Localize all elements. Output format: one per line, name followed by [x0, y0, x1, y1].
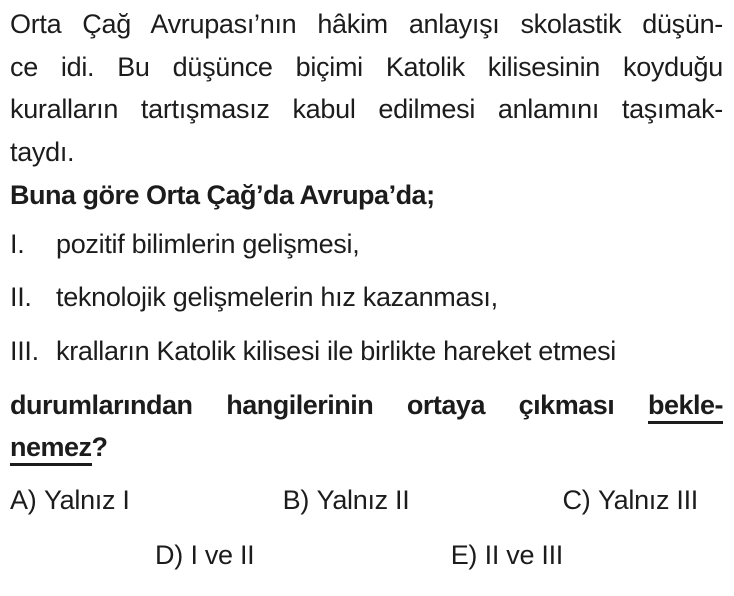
stem-underlined-text: bekle- [648, 390, 723, 424]
body-line-1: Orta Çağ Avrupası’nın hâkim anlayışı skolastik düşün- [10, 9, 723, 39]
option-b [283, 479, 410, 522]
option-label: Yalnız III [597, 485, 698, 516]
option-e [451, 534, 563, 577]
options-row-1 [10, 479, 723, 522]
option-d [155, 534, 254, 577]
item-text: pozitif bilimlerin gelişmesi, [56, 228, 360, 259]
stem-text: durumlarından hangilerinin ortaya çıkması [10, 389, 615, 420]
body-line-2: ce idi. Bu düşünce biçimi Katolik kilisesinin koyduğu [10, 51, 723, 82]
option-letter: B) [282, 485, 310, 516]
list-item [10, 223, 723, 266]
options-row-2 [10, 534, 723, 577]
item-numeral: III. [10, 335, 39, 366]
body-line-4: taydı. [10, 137, 75, 168]
option-label: Yalnız II [316, 485, 410, 516]
body-line-3: kuralların tartışmasız kabul edilmesi anlamını taşımak- [10, 94, 723, 125]
item-numeral: II. [10, 282, 32, 313]
option-label: I ve II [190, 539, 255, 570]
stem-line-1 [10, 384, 723, 427]
option-label: II ve III [484, 539, 563, 570]
list-item [10, 276, 723, 319]
roman-numeral-list [10, 223, 723, 373]
lead-in-statement: Buna göre Orta Çağ’da Avrupa’da; [10, 179, 435, 210]
list-item [10, 330, 723, 373]
option-label: Yalnız I [43, 485, 130, 516]
option-letter: E) [450, 539, 478, 570]
option-letter: C) [562, 485, 591, 516]
item-numeral: I. [10, 228, 25, 259]
option-a [10, 479, 130, 522]
stem-text: ? [91, 432, 108, 463]
item-text: teknolojik gelişmelerin hız kazanması, [56, 282, 498, 313]
stem-underlined-text: nemez [10, 432, 92, 466]
option-letter: D) [155, 539, 183, 570]
question-stem [10, 384, 723, 469]
item-text: kralların Katolik kilisesi ile birlikte hareket etmesi [56, 335, 617, 366]
option-letter: A) [10, 485, 37, 516]
question-body-paragraph [10, 3, 723, 174]
stem-line-2 [10, 426, 723, 469]
option-c [563, 479, 698, 522]
